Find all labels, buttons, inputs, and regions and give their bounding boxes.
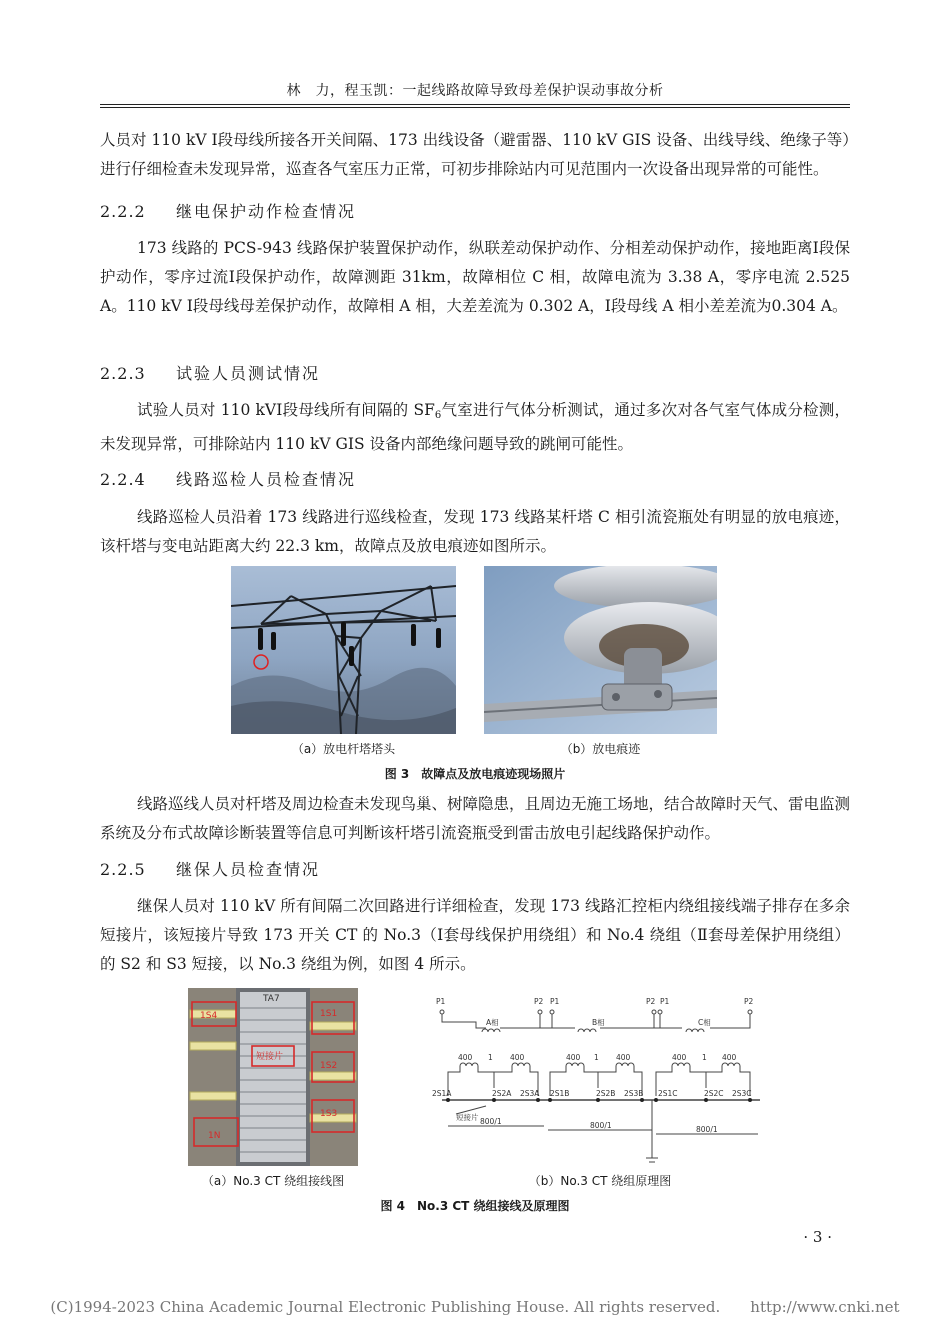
sf6-subscript: 6 <box>434 410 442 421</box>
paragraph-6: 继保人员对 110 kV 所有间隔二次回路进行详细检查，发现 173 线路汇控柜内绕组接线端子排存在多余短接片，该短接片导致 173 开关 CT 的 No.3（Ⅰ套母线保护用绕组）和 No.4 绕组（Ⅱ套母差保护用绕组）的 S2 和 S3 短接，以 No.3 绕组为例，如图 4 所示。 <box>100 897 850 973</box>
figure-3b-caption: （b）放电痕迹 <box>560 742 641 756</box>
terminal-2s1c: 2S1C <box>658 1089 678 1098</box>
schematic-turns-400-6: 400 <box>722 1053 737 1062</box>
section-title: 继保人员检查情况 <box>176 860 321 879</box>
terminal-2s1b: 2S1B <box>550 1089 570 1098</box>
photo-label-1n: 1N <box>208 1131 221 1141</box>
section-title: 线路巡检人员检查情况 <box>176 470 357 489</box>
schematic-p2-a: P2 <box>534 997 544 1006</box>
terminal-2s2c: 2S2C <box>704 1089 724 1098</box>
copyright-footer: (C)1994-2023 China Academic Journal Electronic Publishing House. All rights reserved. http://www.cnki.net <box>50 1298 900 1316</box>
paragraph-3 <box>100 396 850 459</box>
schematic-turns-400-3: 400 <box>566 1053 581 1062</box>
schematic-p1-a: P1 <box>436 997 446 1006</box>
section-2-2-2 <box>100 199 356 222</box>
terminal-2s1a: 2S1A <box>432 1089 452 1098</box>
paragraph-4: 线路巡检人员沿着 173 线路进行巡线检查，发现 173 线路某杆塔 C 相引流瓷瓶处有明显的放电痕迹，该杆塔与变电站距离大约 22.3 km，故障点及放电痕迹如图所示。 <box>100 508 850 555</box>
schematic-p1-c: P1 <box>660 997 670 1006</box>
section-2-2-4 <box>100 467 356 490</box>
terminal-2s2b: 2S2B <box>596 1089 616 1098</box>
schematic-jumper-label: 短接片 <box>456 1113 479 1122</box>
header-rule-inner <box>100 107 850 108</box>
schematic-p1-b: P1 <box>550 997 560 1006</box>
discharge-trace-photo <box>484 566 717 734</box>
photo-label-1s3: 1S3 <box>320 1109 338 1119</box>
figure-4b-caption: （b）No.3 CT 绕组原理图 <box>528 1174 672 1188</box>
schematic-ratio-a: 800/1 <box>480 1117 502 1126</box>
terminal-2s2a: 2S2A <box>492 1089 512 1098</box>
schematic-p2-b: P2 <box>646 997 656 1006</box>
schematic-turns-1-c: 1 <box>702 1053 707 1062</box>
photo-label-1s2: 1S2 <box>320 1061 338 1071</box>
schematic-turns-400-5: 400 <box>672 1053 687 1062</box>
schematic-phase-b: B相 <box>592 1018 605 1027</box>
paragraph-3-text-b: 气室进行气体分析测试，通过多次对各气室气体成分检测，未发现异常，可排除站内 110 kV GIS 设备内部绝缘问题导致的跳闸可能性。 <box>100 401 850 453</box>
schematic-turns-400-2: 400 <box>510 1053 525 1062</box>
photo-label-ta7: TA7 <box>263 994 280 1004</box>
section-title: 继电保护动作检查情况 <box>176 202 357 221</box>
header-rule <box>100 104 850 105</box>
photo-label-jumper: 短接片 <box>256 1052 284 1062</box>
figure-4a-caption: （a）No.3 CT 绕组接线图 <box>201 1174 345 1188</box>
schematic-turns-400-4: 400 <box>616 1053 631 1062</box>
tower-head-photo <box>231 566 456 734</box>
paragraph-5: 线路巡线人员对杆塔及周边检查未发现鸟巢、树障隐患，且周边无施工场地，结合故障时天气、雷电监测系统及分布式故障诊断装置等信息可判断该杆塔引流瓷瓶受到雷击放电引起线路保护动作。 <box>100 795 851 842</box>
schematic-ratio-b: 800/1 <box>590 1121 612 1130</box>
terminal-2s3c: 2S3C <box>732 1089 752 1098</box>
photo-label-1s1: 1S1 <box>320 1009 338 1019</box>
schematic-ratio-c: 800/1 <box>696 1125 718 1134</box>
section-number: 2.2.3 <box>100 364 146 383</box>
section-2-2-5 <box>100 857 320 880</box>
ct-schematic-diagram <box>420 988 768 1166</box>
schematic-phase-a: A相 <box>486 1018 499 1027</box>
schematic-turns-1-a: 1 <box>488 1053 493 1062</box>
figure-4-title: 图 4 No.3 CT 绕组接线及原理图 <box>380 1199 570 1213</box>
photo-label-1s4: 1S4 <box>200 1011 218 1021</box>
paragraph-1: 人员对 110 kV Ⅰ段母线所接各开关间隔、173 出线设备（避雷器、110 kV GIS 设备、出线导线、绝缘子等）进行仔细检查未发现异常，巡查各气室压力正常，可初步排除站内可见范围内一次设备出现异常的可能性。 <box>100 131 850 178</box>
paragraph-2: 173 线路的 PCS-943 线路保护装置保护动作，纵联差动保护动作、分相差动保护动作，接地距离Ⅰ段保护动作，零序过流Ⅰ段保护动作，故障测距 31km，故障相位 C 相，故障电流为 3.38 A，零序电流 2.525 A。110 kV Ⅰ段母线母差保护动作，故障相 A 相，大差差流为 0.302 A，Ⅰ段母线 A 相小差差流为0.304 A。 <box>100 239 850 315</box>
schematic-p2-c: P2 <box>744 997 754 1006</box>
section-number: 2.2.2 <box>100 202 146 221</box>
schematic-turns-1-b: 1 <box>594 1053 599 1062</box>
terminal-2s3b: 2S3B <box>624 1089 644 1098</box>
section-title: 试验人员测试情况 <box>176 364 321 383</box>
paragraph-3-text-a: 试验人员对 110 kVⅠ段母线所有间隔的 SF <box>137 401 435 419</box>
section-2-2-3 <box>100 361 320 384</box>
running-header: 林 力，程玉凯：一起线路故障导致母差保护误动事故分析 <box>286 83 664 99</box>
schematic-turns-400-1: 400 <box>458 1053 473 1062</box>
figure-3a-caption: （a）放电杆塔塔头 <box>291 742 396 756</box>
figure-3-title: 图 3 故障点及放电痕迹现场照片 <box>384 767 566 781</box>
page-number: · 3 · <box>803 1228 832 1246</box>
ct-wiring-photo <box>188 988 358 1166</box>
section-number: 2.2.4 <box>100 470 146 489</box>
schematic-phase-c: C相 <box>698 1018 711 1027</box>
section-number: 2.2.5 <box>100 860 146 879</box>
terminal-2s3a: 2S3A <box>520 1089 540 1098</box>
